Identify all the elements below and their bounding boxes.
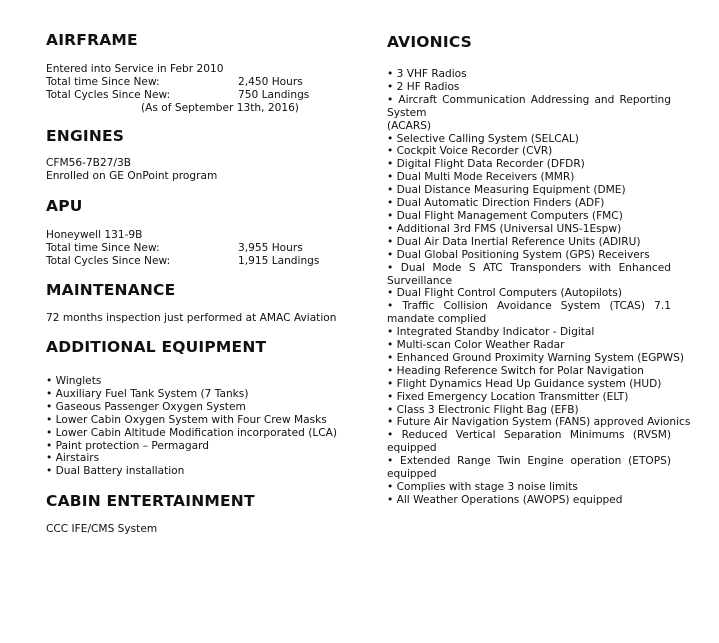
cabin-entertainment-section (46, 491, 346, 536)
list-item: • Dual Global Positioning System (GPS) Receivers (387, 248, 650, 261)
list-item: • Lower Cabin Oxygen System with Four Crew Masks (46, 413, 327, 426)
cabin-entertainment-text: CCC IFE/CMS System (46, 523, 158, 535)
airframe-row-time (46, 76, 346, 89)
additional-equipment-list (46, 375, 346, 478)
list-item: • Integrated Standby Indicator - Digital (387, 326, 595, 339)
apu-model: Honeywell 131-9B (46, 229, 143, 241)
list-item: • Dual Air Data Inertial Reference Units (ADIRU) (387, 235, 641, 248)
list-item: • Complies with stage 3 noise limits (387, 481, 578, 493)
list-item: • Multi-scan Color Weather Radar (387, 339, 565, 352)
list-item: • Dual Flight Control Computers (Autopilots) (387, 287, 623, 300)
list-item: • 3 VHF Radios (387, 68, 467, 80)
list-item: • Additional 3rd FMS (Universal UNS-1Espw) (387, 222, 622, 235)
list-item: • Dual Multi Mode Receivers (MMR) (387, 171, 575, 184)
apu-row-time (46, 242, 346, 255)
list-item: (ACARS) (387, 119, 432, 132)
list-item: • Dual Battery installation (46, 465, 185, 478)
list-item: • Flight Dynamics Head Up Guidance system (HUD) (387, 377, 662, 390)
list-item: • 2 HF Radios (387, 80, 460, 93)
list-item: • Gaseous Passenger Oxygen System (46, 400, 246, 413)
list-item: • Lower Cabin Altitude Modification incorporated (LCA) (46, 426, 338, 439)
list-item: • Fixed Emergency Location Transmitter (ELT) (387, 390, 629, 403)
engines-model: CFM56-7B27/3B (46, 157, 131, 169)
airframe-section (46, 30, 346, 115)
airframe-row-cycles (46, 89, 346, 102)
list-item: • Heading Reference Switch for Polar Navigation (387, 364, 644, 377)
apu-cycles-value: 1,915 Landings (238, 255, 320, 267)
airframe-time-value: 2,450 Hours (238, 76, 303, 88)
list-item: • Dual Automatic Direction Finders (ADF) (387, 197, 605, 210)
airframe-entered: Entered into Service in Febr 2010 (46, 63, 224, 75)
maintenance-text: 72 months inspection just performed at AMAC Aviation (46, 312, 337, 324)
engines-section (46, 126, 346, 183)
airframe-heading: AIRFRAME (46, 31, 138, 49)
maintenance-section (46, 280, 346, 325)
avionics-list (387, 68, 691, 507)
airframe-as-of-note: (As of September 13th, 2016) (141, 102, 299, 114)
list-item: • All Weather Operations (AWOPS) equipped (387, 493, 623, 506)
list-item: • Dual Flight Management Computers (FMC) (387, 209, 623, 222)
avionics-section (387, 32, 691, 507)
list-item: • Digital Flight Data Recorder (DFDR) (387, 158, 585, 171)
avionics-heading: AVIONICS (387, 33, 473, 51)
list-item: • Aircraft Communication Addressing and Reporting System (387, 93, 671, 119)
list-item: • Airstairs (46, 452, 100, 465)
list-item: • Class 3 Electronic Flight Bag (EFB) (387, 403, 579, 416)
airframe-time-label: Total time Since New: (46, 76, 160, 88)
list-item: • Selective Calling System (SELCAL) (387, 132, 579, 145)
cabin-entertainment-heading: CABIN ENTERTAINMENT (46, 492, 255, 510)
list-item: • Cockpit Voice Recorder (CVR) (387, 145, 553, 158)
list-item: • Reduced Vertical Separation Minimums (RVSM) equipped (387, 429, 671, 455)
list-item: • Dual Distance Measuring Equipment (DME) (387, 184, 626, 197)
airframe-cycles-value: 750 Landings (238, 89, 310, 101)
apu-time-value: 3,955 Hours (238, 242, 303, 254)
apu-row-cycles (46, 255, 346, 268)
list-item: • Traffic Collision Avoidance System (TCAS) 7.1 mandate complied (387, 300, 671, 326)
list-item: • Auxiliary Fuel Tank System (7 Tanks) (46, 387, 249, 400)
list-item: • Enhanced Ground Proximity Warning System (EGPWS) (387, 351, 685, 364)
list-item: • Future Air Navigation System (FANS) approved Avionics (387, 416, 691, 429)
list-item: • Paint protection – Permagard (46, 439, 209, 452)
additional-equipment-section (46, 337, 346, 478)
additional-equipment-heading: ADDITIONAL EQUIPMENT (46, 338, 267, 356)
apu-heading: APU (46, 197, 83, 215)
apu-time-label: Total time Since New: (46, 242, 160, 254)
list-item: • Extended Range Twin Engine operation (ETOPS) equipped (387, 455, 671, 481)
apu-cycles-label: Total Cycles Since New: (46, 255, 171, 267)
maintenance-heading: MAINTENANCE (46, 281, 176, 299)
airframe-cycles-label: Total Cycles Since New: (46, 89, 171, 101)
engines-heading: ENGINES (46, 127, 125, 145)
list-item: • Winglets (46, 375, 102, 387)
apu-section (46, 196, 346, 268)
engines-program: Enrolled on GE OnPoint program (46, 170, 218, 182)
list-item: • Dual Mode S ATC Transponders with Enhanced Surveillance (387, 261, 671, 287)
